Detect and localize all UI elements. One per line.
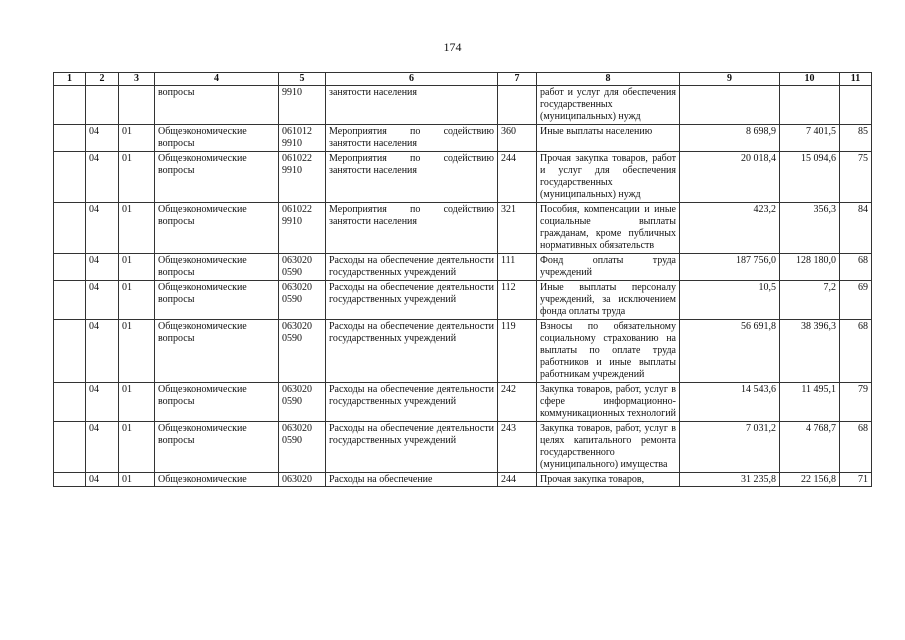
cell-section: [54, 125, 86, 152]
cell-percent: 69: [840, 281, 872, 320]
cell-expense-type: 111: [498, 254, 537, 281]
cell-actual-amount: 356,3: [780, 203, 840, 254]
cell-target-article: 063020 0590: [279, 281, 326, 320]
cell-subsection-code: 01: [119, 383, 155, 422]
cell-target-article-name: занятости населения: [326, 86, 498, 125]
cell-expense-type-name: Фонд оплаты труда учреждений: [537, 254, 680, 281]
table-row: [54, 473, 872, 487]
cell-subsection-code: 01: [119, 152, 155, 203]
cell-actual-amount: 4 768,7: [780, 422, 840, 473]
page-number: 174: [443, 40, 462, 54]
cell-target-article-name: Расходы на обеспечение деятельности государственных учреждений: [326, 254, 498, 281]
cell-plan-amount: 56 691,8: [680, 320, 780, 383]
cell-subsection-code: [119, 86, 155, 125]
cell-plan-amount: 14 543,6: [680, 383, 780, 422]
cell-section: [54, 383, 86, 422]
cell-percent: 85: [840, 125, 872, 152]
header-cell: 3: [119, 73, 155, 86]
cell-expense-type-name: Закупка товаров, работ, услуг в целях капитального ремонта государственного (муниципального) имущества: [537, 422, 680, 473]
cell-subsection-name: Общеэкономические вопросы: [155, 422, 279, 473]
table-row: [54, 125, 872, 152]
cell-subsection-code: 01: [119, 203, 155, 254]
cell-target-article-name: Мероприятия по содействию занятости населения: [326, 125, 498, 152]
cell-section: [54, 422, 86, 473]
cell-expense-type: [498, 86, 537, 125]
cell-expense-type: 242: [498, 383, 537, 422]
cell-expense-type: 244: [498, 473, 537, 487]
cell-section-code: [86, 86, 119, 125]
cell-section-code: 04: [86, 254, 119, 281]
header-cell: 2: [86, 73, 119, 86]
cell-subsection-name: Общеэкономические вопросы: [155, 383, 279, 422]
header-cell: 4: [155, 73, 279, 86]
table-row: [54, 320, 872, 383]
cell-target-article: 063020 0590: [279, 320, 326, 383]
header-cell: 8: [537, 73, 680, 86]
cell-subsection-code: 01: [119, 320, 155, 383]
cell-plan-amount: [680, 86, 780, 125]
header-cell: 9: [680, 73, 780, 86]
cell-subsection-name: Общеэкономические вопросы: [155, 152, 279, 203]
table-row: [54, 86, 872, 125]
cell-section-code: 04: [86, 422, 119, 473]
cell-plan-amount: 20 018,4: [680, 152, 780, 203]
header-cell: 7: [498, 73, 537, 86]
cell-actual-amount: 15 094,6: [780, 152, 840, 203]
header-row: [54, 73, 872, 86]
cell-percent: [840, 86, 872, 125]
cell-section: [54, 86, 86, 125]
cell-actual-amount: 38 396,3: [780, 320, 840, 383]
cell-section: [54, 320, 86, 383]
cell-target-article: 063020 0590: [279, 422, 326, 473]
cell-actual-amount: 7 401,5: [780, 125, 840, 152]
cell-expense-type: 244: [498, 152, 537, 203]
cell-plan-amount: 8 698,9: [680, 125, 780, 152]
cell-expense-type: 243: [498, 422, 537, 473]
cell-expense-type-name: Прочая закупка товаров, работ и услуг для обеспечения государственных (муниципальных) нужд: [537, 152, 680, 203]
cell-subsection-code: 01: [119, 473, 155, 487]
cell-subsection-code: 01: [119, 281, 155, 320]
cell-target-article: 063020 0590: [279, 383, 326, 422]
cell-target-article: 061012 9910: [279, 125, 326, 152]
cell-section-code: 04: [86, 473, 119, 487]
cell-plan-amount: 10,5: [680, 281, 780, 320]
cell-expense-type-name: Прочая закупка товаров,: [537, 473, 680, 487]
table-row: [54, 422, 872, 473]
budget-table: [53, 72, 872, 487]
table-row: [54, 383, 872, 422]
cell-section: [54, 152, 86, 203]
cell-expense-type-name: Пособия, компенсации и иные социальные выплаты гражданам, кроме публичных нормативных обязательств: [537, 203, 680, 254]
cell-expense-type-name: Иные выплаты персоналу учреждений, за исключением фонда оплаты труда: [537, 281, 680, 320]
cell-target-article-name: Расходы на обеспечение деятельности государственных учреждений: [326, 422, 498, 473]
cell-actual-amount: [780, 86, 840, 125]
cell-percent: 71: [840, 473, 872, 487]
cell-target-article-name: Расходы на обеспечение деятельности государственных учреждений: [326, 320, 498, 383]
cell-target-article: 061022 9910: [279, 152, 326, 203]
cell-expense-type: 321: [498, 203, 537, 254]
cell-percent: 68: [840, 422, 872, 473]
cell-plan-amount: 31 235,8: [680, 473, 780, 487]
cell-expense-type: 360: [498, 125, 537, 152]
cell-expense-type-name: Закупка товаров, работ, услуг в сфере информационно-коммуникационных технологий: [537, 383, 680, 422]
cell-percent: 75: [840, 152, 872, 203]
header-cell: 1: [54, 73, 86, 86]
cell-subsection-name: Общеэкономические вопросы: [155, 125, 279, 152]
cell-expense-type-name: Взносы по обязательному социальному страхованию на выплаты по оплате труда работников и иные выплаты работникам учреждений: [537, 320, 680, 383]
cell-subsection-name: Общеэкономические: [155, 473, 279, 487]
header-cell: 10: [780, 73, 840, 86]
header-cell: 6: [326, 73, 498, 86]
cell-target-article: 063020 0590: [279, 254, 326, 281]
cell-target-article-name: Расходы на обеспечение: [326, 473, 498, 487]
cell-actual-amount: 7,2: [780, 281, 840, 320]
cell-target-article-name: Расходы на обеспечение деятельности государственных учреждений: [326, 383, 498, 422]
cell-target-article-name: Расходы на обеспечение деятельности государственных учреждений: [326, 281, 498, 320]
cell-section: [54, 254, 86, 281]
cell-section-code: 04: [86, 281, 119, 320]
cell-section-code: 04: [86, 152, 119, 203]
cell-target-article: 061022 9910: [279, 203, 326, 254]
cell-target-article: 9910: [279, 86, 326, 125]
cell-subsection-code: 01: [119, 422, 155, 473]
cell-section-code: 04: [86, 203, 119, 254]
cell-actual-amount: 128 180,0: [780, 254, 840, 281]
cell-target-article-name: Мероприятия по содействию занятости населения: [326, 152, 498, 203]
cell-section-code: 04: [86, 383, 119, 422]
cell-expense-type: 112: [498, 281, 537, 320]
cell-actual-amount: 11 495,1: [780, 383, 840, 422]
cell-percent: 79: [840, 383, 872, 422]
header-cell: 5: [279, 73, 326, 86]
cell-actual-amount: 22 156,8: [780, 473, 840, 487]
table-row: [54, 152, 872, 203]
cell-subsection-code: 01: [119, 254, 155, 281]
cell-percent: 84: [840, 203, 872, 254]
cell-plan-amount: 423,2: [680, 203, 780, 254]
table-row: [54, 254, 872, 281]
cell-plan-amount: 7 031,2: [680, 422, 780, 473]
cell-subsection-name: Общеэкономические вопросы: [155, 320, 279, 383]
cell-subsection-name: вопросы: [155, 86, 279, 125]
cell-section: [54, 203, 86, 254]
cell-expense-type-name: Иные выплаты населению: [537, 125, 680, 152]
header-cell: 11: [840, 73, 872, 86]
cell-percent: 68: [840, 254, 872, 281]
cell-expense-type-name: работ и услуг для обеспечения государственных (муниципальных) нужд: [537, 86, 680, 125]
cell-section-code: 04: [86, 320, 119, 383]
cell-subsection-code: 01: [119, 125, 155, 152]
table-row: [54, 281, 872, 320]
cell-target-article-name: Мероприятия по содействию занятости населения: [326, 203, 498, 254]
cell-subsection-name: Общеэкономические вопросы: [155, 281, 279, 320]
cell-section: [54, 281, 86, 320]
cell-percent: 68: [840, 320, 872, 383]
cell-expense-type: 119: [498, 320, 537, 383]
cell-target-article: 063020: [279, 473, 326, 487]
cell-section: [54, 473, 86, 487]
cell-plan-amount: 187 756,0: [680, 254, 780, 281]
table-row: [54, 203, 872, 254]
cell-subsection-name: Общеэкономические вопросы: [155, 254, 279, 281]
cell-section-code: 04: [86, 125, 119, 152]
cell-subsection-name: Общеэкономические вопросы: [155, 203, 279, 254]
